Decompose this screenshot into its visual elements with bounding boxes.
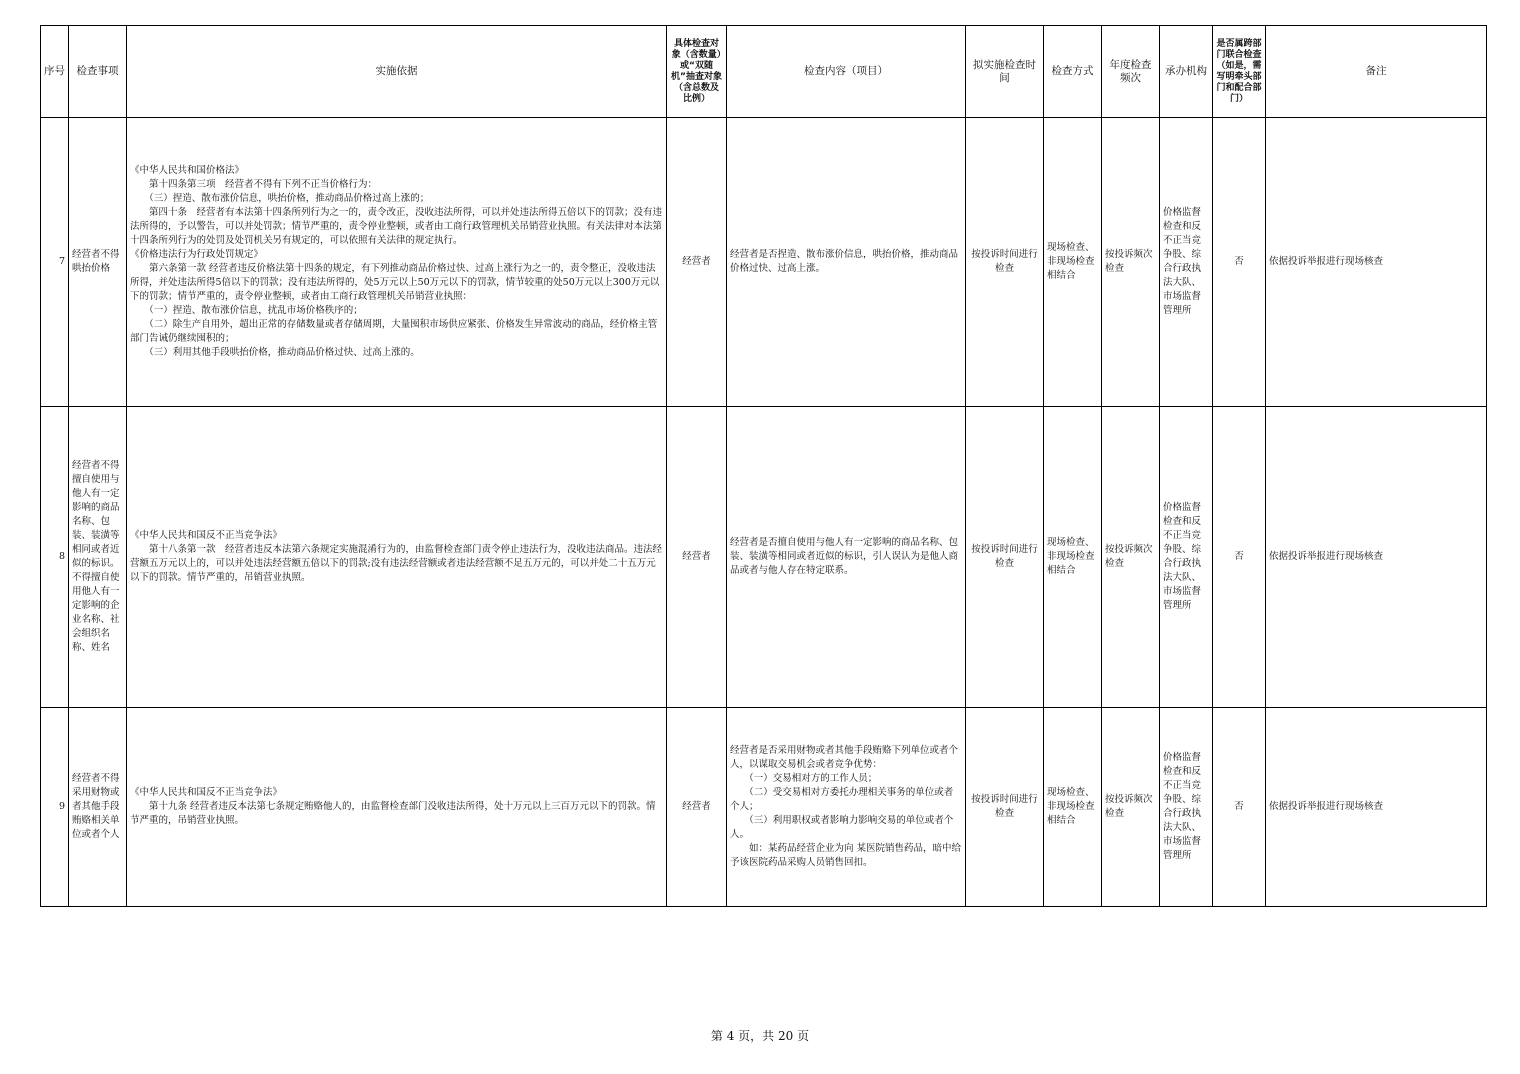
row-item: 经营者不得擅自使用与他人有一定影响的商品名称、包装、装潢等相同或者近似的标识。不得擅自使用他人有一定影响的企业名称、社会组织名称、姓名 [69,407,127,708]
header-object: 具体检查对象（含数量）或“双随机”抽查对象（含总数及比例） [667,26,727,118]
header-time: 拟实施检查时间 [966,26,1044,118]
basis-line: 《中华人民共和国反不正当竞争法》 [130,530,283,541]
row-content [727,708,966,907]
header-org: 承办机构 [1160,26,1213,118]
basis-line: 第十八条第一款 经营者违反本法第六条规定实施混淆行为的，由监督检查部门责令停止违法行为，没收违法商品。违法经营额五万元以上的，可以并处违法经营额五倍以下的罚款;没有违法经营额或者违法经营额不足五万元的，可以并处二十五万元以下的罚款。情节严重的，吊销营业执照。 [130,544,663,583]
row-seq: 8 [41,407,69,708]
basis-line: （一）捏造、散布涨价信息，扰乱市场价格秩序的； [130,305,363,316]
row-method: 现场检查、非现场检查相结合 [1044,407,1102,708]
header-item: 检查事项 [69,26,127,118]
header-method: 检查方式 [1044,26,1102,118]
basis-line: 第六条第一款 经营者违反价格法第十四条的规定，有下列推动商品价格过快、过高上涨行为之一的，责令整正，没收违法所得，并处违法所得5倍以下的罚款；没有违法所得的，处5万元以上50万元以下的罚款，情节较重的处50万元以上300万元以下的罚款；情节严重的，责令停业整顿，或者由工商行政管理机关吊销营业执照： [130,263,660,302]
content-line: （三）利用职权或者影响力影响交易的单位或者个人。 [730,815,954,840]
row-freq: 按投诉频次检查 [1102,407,1160,708]
table-row [41,118,1487,407]
row-content [727,407,966,708]
basis-line: 《价格违法行为行政处罚规定》 [130,249,264,260]
row-org: 价格监督检查和反不正当竞争股、综合行政执法大队、市场监督管理所 [1160,407,1213,708]
header-content: 检查内容（项目） [727,26,966,118]
row-item: 经营者不得采用财物或者其他手段贿赂相关单位或者个人 [69,708,127,907]
row-object: 经营者 [667,708,727,907]
content-line: 经营者是否采用财物或者其他手段贿赂下列单位或者个人，以谋取交易机会或者竞争优势： [730,745,959,770]
content-line: 如：某药品经营企业为向 某医院销售药品，暗中给予该医院药品采购人员销售回扣。 [730,843,962,868]
basis-line: 第四十条 经营者有本法第十四条所列行为之一的，责令改正，没收违法所得，可以并处违法所得五倍以下的罚款；没有违法所得的，予以警告，可以并处罚款；情节严重的，责令停业整顿，或者由工商行政管理机关吊销营业执照。有关法律对本法第十四条所列行为的处罚及处罚机关另有规定的，可以依照有关法律的规定执行。 [130,207,663,246]
row-basis [127,708,667,907]
basis-line: （二）除生产自用外，超出正常的存储数量或者存储周期，大量囤积市场供应紧张、价格发生异常波动的商品，经价格主管部门告诫仍继续囤积的； [130,319,658,344]
row-joint: 否 [1213,407,1266,708]
row-note: 依据投诉举报进行现场核查 [1266,407,1487,708]
content-line: （一）交易相对方的工作人员； [730,773,878,784]
basis-line: 第十四条第三项 经营者不得有下列不正当价格行为： [130,179,378,190]
table-row [41,407,1487,708]
row-object: 经营者 [667,118,727,407]
basis-line: （三）利用其他手段哄抬价格，推动商品价格过快、过高上涨的。 [130,347,420,358]
basis-line: 《中华人民共和国反不正当竞争法》 [130,787,283,798]
table-row [41,708,1487,907]
table-body [41,118,1487,907]
row-basis [127,118,667,407]
row-note: 依据投诉举报进行现场核查 [1266,708,1487,907]
row-content [727,118,966,407]
basis-line: （三）捏造、散布涨价信息，哄抬价格，推动商品价格过高上涨的； [130,193,430,204]
table-header [41,26,1487,118]
row-time: 按投诉时间进行检查 [966,708,1044,907]
basis-line: 第十九条 经营者违反本法第七条规定贿赂他人的，由监督检查部门没收违法所得，处十万元以上三百万元以下的罚款。情节严重的，吊销营业执照。 [130,801,656,826]
row-method: 现场检查、非现场检查相结合 [1044,708,1102,907]
content-line: 经营者是否擅自使用与他人有一定影响的商品名称、包装、装潢等相同或者近似的标识，引人误认为是他人商品或者与他人存在特定联系。 [730,537,959,576]
row-seq: 9 [41,708,69,907]
row-joint: 否 [1213,118,1266,407]
row-joint: 否 [1213,708,1266,907]
row-org: 价格监督检查和反不正当竞争股、综合行政执法大队、市场监督管理所 [1160,118,1213,407]
row-item: 经营者不得哄抬价格 [69,118,127,407]
header-note: 备注 [1266,26,1487,118]
inspection-table [40,25,1487,907]
header-joint: 是否属跨部门联合检查（如是，需写明牵头部门和配合部门） [1213,26,1266,118]
row-time: 按投诉时间进行检查 [966,407,1044,708]
row-object: 经营者 [667,407,727,708]
header-freq: 年度检查频次 [1102,26,1160,118]
header-seq: 序号 [41,26,69,118]
row-note: 依据投诉举报进行现场核查 [1266,118,1487,407]
row-seq: 7 [41,118,69,407]
basis-line: 《中华人民共和国价格法》 [130,165,245,176]
row-freq: 按投诉频次检查 [1102,118,1160,407]
row-method: 现场检查、非现场检查相结合 [1044,118,1102,407]
content-line: 经营者是否捏造、散布涨价信息，哄抬价格，推动商品价格过快、过高上涨。 [730,249,959,274]
row-basis [127,407,667,708]
header-basis: 实施依据 [127,26,667,118]
page-footer: 第 4 页，共 20 页 [710,1029,810,1043]
row-time: 按投诉时间进行检查 [966,118,1044,407]
content-line: （二）受交易相对方委托办理相关事务的单位或者个人； [730,787,954,812]
row-freq: 按投诉频次检查 [1102,708,1160,907]
row-org: 价格监督检查和反不正当竞争股、综合行政执法大队、市场监督管理所 [1160,708,1213,907]
